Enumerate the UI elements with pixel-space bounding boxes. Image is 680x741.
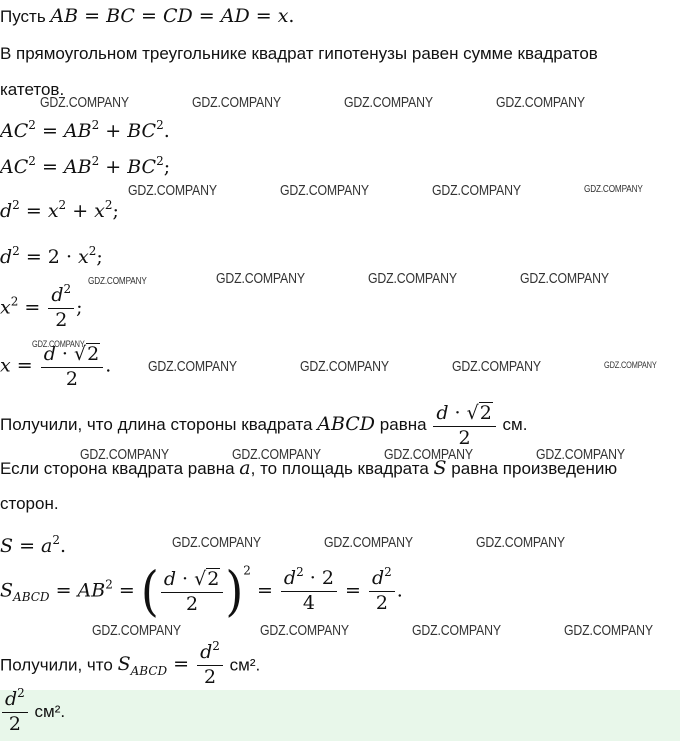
watermark: GDZ.COMPANY (520, 270, 609, 287)
answer-line (0, 686, 66, 735)
eq-area-calc: $S_{ABCD} = AB^2$ = ( $\frac{d \cdot √2}{2}$ )$^2$ = $\frac{d^2 \cdot 2}{4}$ = $\frac{d^2}{2}$ . (0, 560, 403, 623)
eq-x: x = $\frac{d \cdot √2}{2}$ . (0, 343, 112, 390)
fraction: $\frac{d \cdot √2}{2}$ (41, 343, 104, 390)
answer-box (0, 686, 680, 741)
theorem-line-2: катетов. (0, 80, 65, 99)
eq-area-formula: $S = a^2$. (0, 533, 67, 557)
area-suffix: равна произведению (451, 459, 618, 478)
watermark: GDZ.COMPANY (148, 358, 237, 375)
watermark: GDZ.COMPANY (344, 94, 433, 111)
watermark: GDZ.COMPANY (260, 622, 349, 639)
watermark: GDZ.COMPANY (40, 94, 129, 111)
eq-pythagoras-1: $AC^2 = AB^2 + BC^2$. (0, 118, 170, 142)
watermark: GDZ.COMPANY (216, 270, 305, 287)
area-prefix: Если сторона квадрата равна (0, 459, 235, 478)
eq-pythagoras-2: $AC^2 = AB^2 + BC^2$; (0, 154, 171, 178)
result1-prefix: Получили, что длина стороны квадрата (0, 414, 313, 434)
watermark: GDZ.COMPANY (496, 94, 585, 111)
fraction: $\frac{d \cdot √2}{2}$ (433, 402, 496, 449)
watermark: GDZ.COMPANY (536, 446, 625, 463)
area-mid: , то площадь квадрата (250, 459, 429, 478)
theorem-line-1: В прямоугольном треугольнике квадрат гипотенузы равен сумме квадратов (0, 44, 598, 63)
watermark: GDZ.COMPANY (300, 358, 389, 375)
watermark: GDZ.COMPANY (280, 182, 369, 199)
watermark: GDZ.COMPANY (432, 182, 521, 199)
area-line-1: Если сторона квадрата равна a, то площадь квадрата S равна произведению (0, 457, 618, 479)
watermark: GDZ.COMPANY (324, 534, 413, 551)
watermark: GDZ.COMPANY (452, 358, 541, 375)
area-line-2: сторон. (0, 494, 59, 513)
eq-d-squared-2: $d^2 = 2 \cdot x^2$; (0, 244, 103, 268)
watermark: GDZ.COMPANY (368, 270, 457, 287)
eq-d-squared: $d^2 = x^2 + x^2$; (0, 198, 119, 222)
watermark: GDZ.COMPANY (412, 622, 501, 639)
result2-suffix: см². (229, 655, 261, 675)
result-side-length: Получили, что длина стороны квадрата ABCD равна $\frac{d \cdot √2}{2}$ см. (0, 402, 528, 449)
let-statement (0, 6, 294, 28)
answer-suffix: см². (34, 701, 66, 721)
watermark: GDZ.COMPANY (88, 276, 147, 287)
fraction: $\frac{d^2}{2}$ (48, 286, 74, 331)
fraction: $\frac{d \cdot √2}{2}$ (161, 568, 224, 615)
let-equation: AB = BC = CD = AD = x. (50, 5, 295, 27)
watermark: GDZ.COMPANY (384, 446, 473, 463)
fraction: $\frac{d^2}{2}$ (369, 569, 395, 614)
watermark: GDZ.COMPANY (192, 94, 281, 111)
watermark: GDZ.COMPANY (564, 622, 653, 639)
watermark: GDZ.COMPANY (80, 446, 169, 463)
eq-x-squared: $x^2$ = $\frac{d^2}{2}$ ; (0, 282, 83, 331)
result2-prefix: Получили, что (0, 655, 113, 675)
result-area: Получили, что $S_{ABCD}$ = $\frac{d^2}{2}$ см². (0, 639, 261, 688)
watermark: GDZ.COMPANY (172, 534, 261, 551)
watermark: GDZ.COMPANY (604, 360, 657, 370)
fraction: $\frac{d^2}{2}$ (197, 643, 223, 688)
result1-mid: равна (379, 414, 427, 434)
fraction: $\frac{d^2}{2}$ (2, 690, 28, 735)
watermark: GDZ.COMPANY (32, 339, 85, 349)
watermark: GDZ.COMPANY (232, 446, 321, 463)
watermark: GDZ.COMPANY (92, 622, 181, 639)
result1-suffix: см. (502, 414, 528, 434)
let-word: Пусть (0, 7, 46, 26)
watermark: GDZ.COMPANY (476, 534, 565, 551)
fraction: $\frac{d^2 \cdot 2}{4}$ (281, 569, 337, 614)
watermark: GDZ.COMPANY (128, 182, 217, 199)
watermark: GDZ.COMPANY (584, 184, 643, 195)
